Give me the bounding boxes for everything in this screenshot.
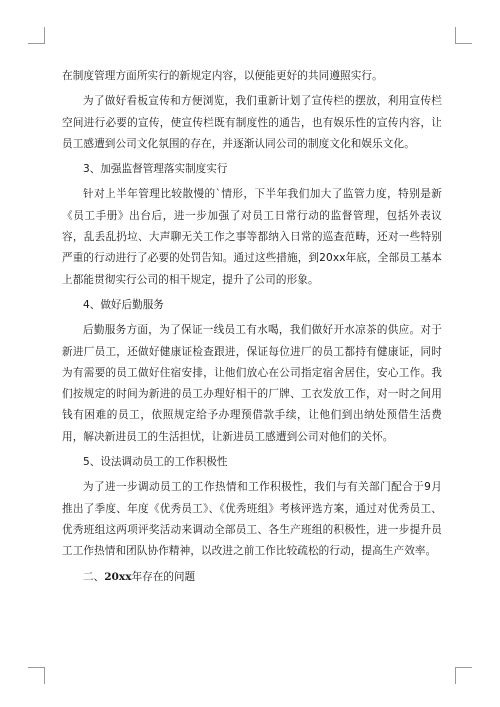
crop-mark-bottom-right bbox=[455, 667, 472, 684]
paragraph-motivation: 为了进一步调动员工的工作热情和工作积极性，我们与有关部门配合于9月推出了季度、年度《优秀员工》、《优秀班组》考核评选方案，通过对优秀员工、优秀班组这两项评奖活动来调动全部员工、各生产班组的积极性，进一步提升员工工作热情和团队协作精神，以改进之前工作比较疏松的行动，提高生产效率。 bbox=[62, 481, 442, 558]
paragraph-continuation: 在制度管理方面所实行的新规定内容，以便能更好的共同遵照实行。 bbox=[62, 70, 383, 82]
paragraph-supervision: 针对上半年管理比较散慢的`情形，下半年我们加大了监管力度，特别是新《员工手册》出台后，进一步加强了对员工日常行动的监督管理，包括外表议容，乱丢乱扔垃、大声聊无关工作之事等都纳入日常的巡查范畴，还对一些特别严重的行动进行了必要的处罚告知。通过这些措施，到20xx年底，全部员工基本上都能贯彻实行公司的相干规定，提升了公司的形象。 bbox=[62, 188, 442, 286]
crop-mark-bottom-left bbox=[28, 667, 45, 684]
section-heading-year: 20xx bbox=[104, 570, 132, 583]
paragraph-logistics: 后勤服务方面，为了保证一线员工有水喝，我们做好开水凉茶的供应。对于新进厂员工，还做好健康证检查跟进，保证每位进厂的员工都持有健康证，同时为有需要的员工做好住宿安排，让他们放心在公司指定宿舍居住，安心工作。我们按规定的时间为新进的员工办理好相干的厂牌、工衣发放工作，对一时之间用钱有困难的员工，依照规定给予办理预借款手续，让他们到出纳处预借生活费用，解决新进员工的生活担忧，让新进员工感遭到公司对他们的关怀。 bbox=[62, 324, 442, 443]
paragraph-bulletin-board: 为了做好看板宣传和方便浏览，我们重新计划了宣传栏的摆放，利用宣传栏空间进行必要的宣传，使宣传栏既有制度性的通告，也有娱乐性的宣传内容，让员工感遭到公司文化氛围的存在，并逐渐认同公司的制度文化和娱乐文化。 bbox=[62, 95, 442, 150]
section-heading-prefix: 二、 bbox=[83, 570, 105, 583]
subheading-motivation: 5、设法调动员工的工作积极性 bbox=[83, 456, 228, 469]
subheading-supervision: 3、加强监督管理落实制度实行 bbox=[83, 163, 228, 176]
section-heading-suffix: 年存在的问题 bbox=[131, 570, 196, 583]
document-body bbox=[62, 66, 442, 588]
subheading-logistics: 4、做好后勤服务 bbox=[83, 298, 164, 311]
crop-mark-top-left bbox=[28, 27, 45, 44]
crop-mark-top-right bbox=[455, 27, 472, 44]
section-heading-problems bbox=[62, 567, 442, 588]
